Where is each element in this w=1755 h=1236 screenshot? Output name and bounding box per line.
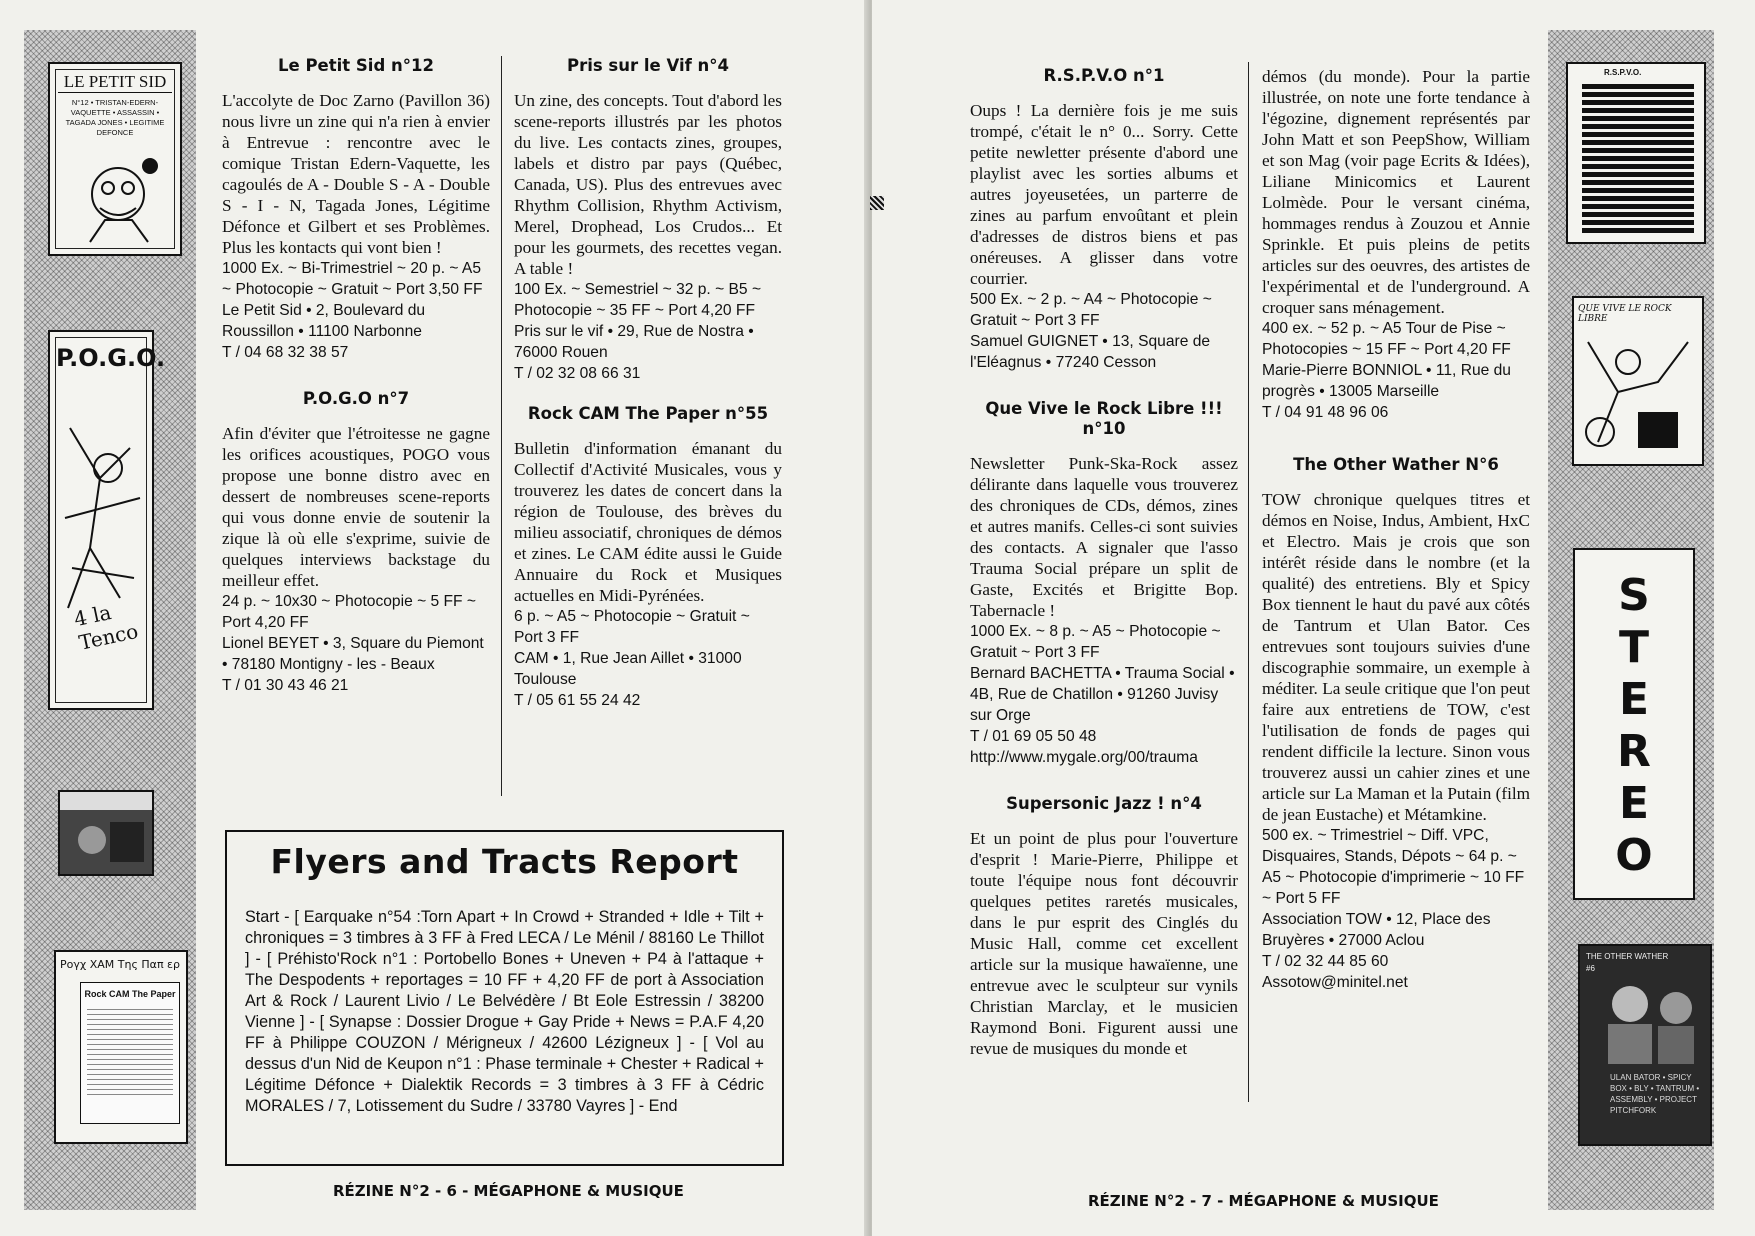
review-phone-pris-sur-le-vif: T / 02 32 08 66 31 bbox=[514, 365, 641, 382]
flyers-report-title: Flyers and Tracts Report bbox=[270, 842, 739, 881]
cover-tow-photo bbox=[1590, 974, 1700, 1064]
review-info-other-wather: 500 ex. ~ Trimestriel ~ Diff. VPC, Disquaires, Stands, Dépots ~ 64 p. ~ A5 ~ Photocopie d'imprimerie ~ 10 FF ~ Port 5 FF bbox=[1262, 827, 1525, 907]
left-column-2 bbox=[514, 56, 782, 711]
left-column-1 bbox=[222, 56, 490, 696]
review-phone-petit-sid: T / 04 68 32 38 57 bbox=[222, 344, 349, 361]
cover-tow-names: ULAN BATOR • SPICY BOX • BLY • TANTRUM • ASSEMBLY • PROJECT PITCHFORK bbox=[1610, 1073, 1700, 1115]
spine-mark bbox=[870, 196, 884, 210]
column-divider-left bbox=[501, 56, 502, 796]
cover-qvrl-drawing bbox=[1578, 322, 1696, 458]
cover-other-wather bbox=[1578, 944, 1712, 1146]
review-address-supersonic-jazz: Marie-Pierre BONNIOL • 11, Rue du progrès • 13005 Marseille bbox=[1262, 362, 1511, 400]
cover-pogo-tag: 4 la Tenco bbox=[71, 600, 141, 655]
review-body-petit-sid: L'accolyte de Doc Zarno (Pavillon 36) nous livre un zine qui n'a rien à envier à Entrevue : rencontre avec le comique Tristan Edern-Vaquette, les cagoulés de A - Double S - A - Double S - I - N, Tagada Jones, Légitime Défonce et Gilbert et ses Problèmes. Plus les kontacts qui vont bien ! bbox=[222, 91, 490, 257]
cover-rock-cam-subtitle: Rock CAM The Paper bbox=[84, 989, 176, 999]
cover-petit-sid-title: LE PETIT SID bbox=[58, 72, 172, 93]
cover-tow-number: #6 bbox=[1586, 964, 1595, 973]
cover-photo-small bbox=[58, 790, 154, 876]
cover-stereo-title: STEREO bbox=[1615, 570, 1653, 881]
review-url-que-vive-le-rock-libre[interactable]: http://www.mygale.org/00/trauma bbox=[970, 749, 1198, 766]
cover-tow-title: THE OTHER WATHER bbox=[1586, 952, 1669, 961]
review-info-rock-cam: 6 p. ~ A5 ~ Photocopie ~ Gratuit ~ Port 3 FF bbox=[514, 608, 750, 646]
review-phone-other-wather: T / 02 32 44 85 60 bbox=[1262, 953, 1389, 970]
cover-rock-cam-text-lines bbox=[87, 1009, 173, 1099]
review-email-other-wather[interactable]: Assotow@minitel.net bbox=[1262, 974, 1408, 991]
cover-pogo-drawing bbox=[60, 398, 146, 628]
review-address-rock-cam: CAM • 1, Rue Jean Aillet • 31000 Toulouse bbox=[514, 650, 742, 688]
cover-rspvo-text-bars bbox=[1582, 84, 1694, 234]
review-info-supersonic-jazz: 400 ex. ~ 52 p. ~ A5 Tour de Pise ~ Photocopies ~ 15 FF ~ Port 4,20 FF bbox=[1262, 320, 1511, 358]
right-column-2 bbox=[1262, 66, 1530, 993]
flyers-report-text: Start - [ Earquake n°54 :Torn Apart + In Crowd + Stranded + Idle + Tilt + chroniques = 3 timbres à 3 FF à Fred LECA / Le Ménil / 88160 Le Thillot ] - [ Préhisto'Rock n°1 : Portobello Bones + Uneven + P4 à l'attaque + The Despodents + reportages = 10 FF + 4,20 FF de port à Association Art & Rock / Laurent Livio / Le Belvédère / Bt Eole Estressin / 38200 Vienne ] - [ Synapse : Dossier Drogue + Gay Pride + News = P.A.F 4,20 FF à Philippe COUZON / Mérigneux / 42600 Lézigneux ] - [ Vol au dessus d'un Nid de Keupon n°1 : Phase terminale + Chester + Radical + Légitime Défonce + Dialektik Records = 3 timbres à 3 FF à Cédric MORALES / 7, Lotissement du Sudre / 33780 Vayres ] - End bbox=[245, 908, 764, 1115]
review-info-rspvo: 500 Ex. ~ 2 p. ~ A4 ~ Photocopie ~ Gratuit ~ Port 3 FF bbox=[970, 291, 1212, 329]
cover-pogo bbox=[48, 330, 166, 710]
review-title-pogo: P.O.G.O n°7 bbox=[302, 389, 410, 408]
review-phone-supersonic-jazz: T / 04 91 48 96 06 bbox=[1262, 404, 1389, 421]
cover-petit-sid-drawing bbox=[70, 152, 164, 244]
review-title-rspvo: R.S.P.V.O n°1 bbox=[1043, 66, 1165, 85]
cover-petit-sid bbox=[48, 62, 182, 256]
review-title-supersonic-jazz: Supersonic Jazz ! n°4 bbox=[1006, 794, 1202, 813]
cover-rock-cam bbox=[54, 950, 188, 1144]
review-title-other-wather: The Other Wather N°6 bbox=[1293, 455, 1499, 474]
review-phone-pogo: T / 01 30 43 46 21 bbox=[222, 677, 349, 694]
review-body-que-vive-le-rock-libre: Newsletter Punk-Ska-Rock assez délirante dans laquelle vous trouverez des chroniques de CDs, démos, zines et autres manifs. Celles-ci sont suivies des contacts. A signaler que l'asso Trauma Social prépare un split de Gaste, Excités et Brigitte Bop. Tabernacle ! bbox=[970, 454, 1238, 620]
review-title-rock-cam: Rock CAM The Paper n°55 bbox=[527, 404, 769, 423]
review-address-pogo: Lionel BEYET • 3, Square du Piemont • 78180 Montigny - les - Beaux bbox=[222, 635, 484, 673]
review-info-pogo: 24 p. ~ 10x30 ~ Photocopie ~ 5 FF ~ Port 4,20 FF bbox=[222, 593, 477, 631]
review-info-petit-sid: 1000 Ex. ~ Bi-Trimestriel ~ 20 p. ~ A5 ~ Photocopie ~ Gratuit ~ Port 3,50 FF bbox=[222, 260, 483, 298]
cover-rock-cam-title: Pογχ ΧΑΜ Της Παπ ερ bbox=[60, 958, 180, 971]
review-address-que-vive-le-rock-libre: Bernard BACHETTA • Trauma Social • 4B, Rue de Chatillon • 91260 Juvisy sur Orge bbox=[970, 665, 1235, 724]
review-title-que-vive-le-rock-libre: Que Vive le Rock Libre !!! n°10 bbox=[985, 399, 1223, 438]
cover-petit-sid-lines: N°12 • TRISTAN-EDERN-VAQUETTE • ASSASSIN • TAGADA JONES • LEGITIME DEFONCE bbox=[65, 98, 165, 137]
review-body-pogo: Afin d'éviter que l'étroitesse ne gagne les orifices acoustiques, POGO vous propose une bonne distro avec en dessert de nombreuses scene-reports qui vous donne envie de soutenir la zique là où elle s'exprime, suivie de quelques interviews backstage du meilleur effet. bbox=[222, 424, 490, 590]
right-column-1 bbox=[970, 66, 1238, 1059]
review-address-petit-sid: Le Petit Sid • 2, Boulevard du Roussillon • 11100 Narbonne bbox=[222, 302, 426, 340]
review-body-supersonic-jazz: Et un point de plus pour l'ouverture d'esprit ! Marie-Pierre, Philippe et toute l'équipe nous font découvrir quelques petites raretés musicales, dans le pur esprit des Cinglés du Music Hall, comme cet excellent article sur la musique hawaïenne, une entrevue avec le sculpteur sur vynils Christian Marclay, et le musicien Raymond Boni. Figurent aussi une revue de musiques du monde et bbox=[970, 829, 1238, 1058]
column-divider-right bbox=[1248, 62, 1249, 1102]
cover-stereo bbox=[1573, 548, 1695, 900]
review-address-other-wather: Association TOW • 12, Place des Bruyères • 27000 Aclou bbox=[1262, 911, 1491, 949]
review-info-pris-sur-le-vif: 100 Ex. ~ Semestriel ~ 32 p. ~ B5 ~ Photocopie ~ 35 FF ~ Port 4,20 FF bbox=[514, 281, 762, 319]
review-info-que-vive-le-rock-libre: 1000 Ex. ~ 8 p. ~ A5 ~ Photocopie ~ Gratuit ~ Port 3 FF bbox=[970, 623, 1221, 661]
right-page-footer: RÉZINE N°2 - 7 - MÉGAPHONE & MUSIQUE bbox=[1088, 1192, 1439, 1210]
cover-pogo-title: P.O.G.O. bbox=[56, 344, 166, 372]
review-body-rspvo: Oups ! La dernière fois je me suis trompé, c'était le n° 0... Sorry. Cette petite newletter présente d'abord une playlist avec les sorties albums et autres joyeusetées, un parterre de zines au parfum envoûtant et plein d'adresses de distros biens et pas onéreuses. A glisser dans votre courrier. bbox=[970, 101, 1238, 288]
review-phone-rock-cam: T / 05 61 55 24 42 bbox=[514, 692, 641, 709]
review-address-pris-sur-le-vif: Pris sur le vif • 29, Rue de Nostra • 76000 Rouen bbox=[514, 323, 754, 361]
review-body-rock-cam: Bulletin d'information émanant du Collectif d'Activité Musicales, vous y trouverez les dates de concert dans la région de Toulouse, des brèves du milieu associatif, chroniques de démos et zines. Le CAM édite aussi le Guide Annuaire du Rock et Musiques actuelles en Midi-Pyrénées. bbox=[514, 439, 782, 605]
left-page-footer: RÉZINE N°2 - 6 - MÉGAPHONE & MUSIQUE bbox=[333, 1182, 684, 1200]
cover-photo-small-image bbox=[60, 792, 152, 874]
cover-que-vive-le-rock-libre bbox=[1572, 296, 1704, 466]
review-phone-que-vive-le-rock-libre: T / 01 69 05 50 48 bbox=[970, 728, 1097, 745]
review-body-supersonic-jazz-cont: démos (du monde). Pour la partie illustrée, on note une forte tendance à l'égozine, dignement représentés par John Matt et son PeepShow, William et son Mag (voir page Ecrits & Idées), Liliane Minicomics et Laurent Lolmède. Pour le versant cinéma, hommages rendus à Zouzou et Annie Sprinkle. Et puis pleins de petits articles sur des oeuvres, des artistes de l'expérimental et de l'underground. A croquer sans ménagement. bbox=[1262, 67, 1530, 317]
review-title-petit-sid: Le Petit Sid n°12 bbox=[278, 56, 434, 75]
cover-rspvo-title: R.S.P.V.O. bbox=[1604, 68, 1642, 77]
review-body-other-wather: TOW chronique quelques titres et démos en Noise, Indus, Ambient, HxC et Electro. Mais je crois que son intérêt réside dans le nombre (et la qualité) des entretiens. Bly et Spicy Box tiennent le haut du pavé aux côtés de Tantrum et Ulan Bator. Ces entrevues sont toujours suivies d'une discographie sommaire, un exemple à méditer. La seule critique que l'on peut faire aux entretiens de TOW, c'est l'utilisation de fonds de pages qui rendent difficile la lecture. Sinon vous trouverez aussi un cahier zines et une article sur La Maman et la Putain (film de jean Eustache) et Métamkine. bbox=[1262, 490, 1530, 824]
review-title-pris-sur-le-vif: Pris sur le Vif n°4 bbox=[566, 56, 730, 75]
flyers-report-box bbox=[225, 830, 784, 1166]
review-body-pris-sur-le-vif: Un zine, des concepts. Tout d'abord les scene-reports illustrés par les photos du live. Les contacts zines, groupes, labels et distro par pays (Québec, Canada, US). Plus des entrevues avec Rhythm Collision, Rhythm Activism, Merel, Drophead, Los Crudos... Et pour les gourmets, des recettes vegan. A table ! bbox=[514, 91, 782, 278]
cover-qvrl-title: QUE VIVE LE ROCK LIBRE bbox=[1578, 304, 1672, 324]
cover-rspvo bbox=[1566, 62, 1706, 244]
review-address-rspvo: Samuel GUIGNET • 13, Square de l'Eléagnus • 77240 Cesson bbox=[970, 333, 1211, 371]
